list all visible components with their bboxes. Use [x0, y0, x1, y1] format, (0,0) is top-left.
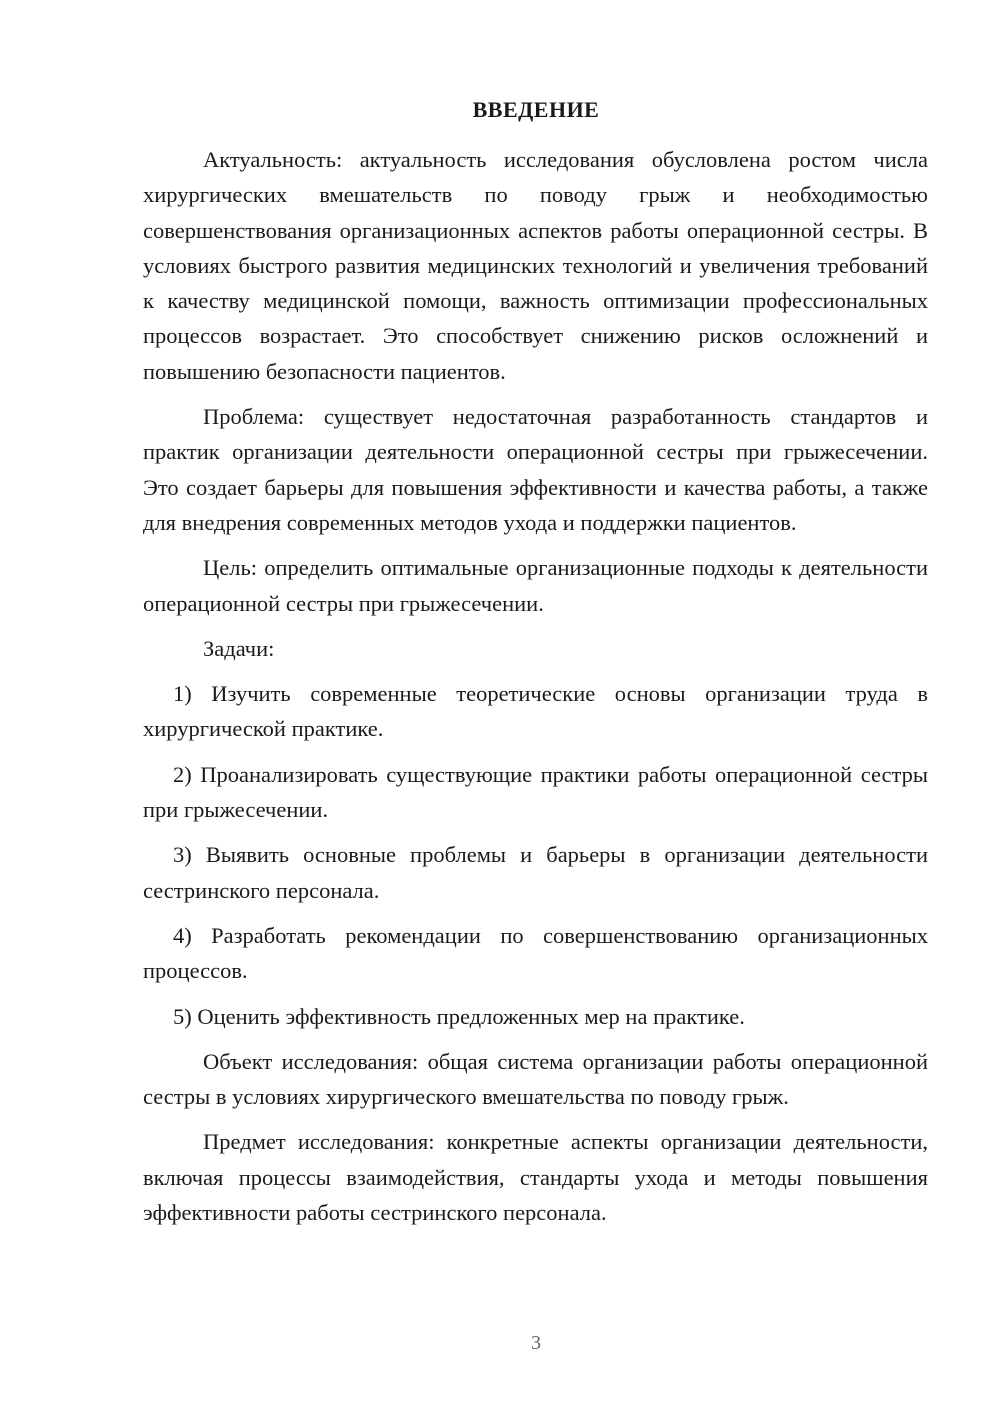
problem-paragraph: Проблема: существует недостаточная разработанность стандартов и практик организации деятельности операционной сестры при грыжесечении. Это создает барьеры для повышения эффективности и качества работы, а также для внедрения современных методов ухода и поддержки пациентов.: [143, 404, 928, 535]
subject-paragraph: Предмет исследования: конкретные аспекты организации деятельности, включая процессы взаимодействия, стандарты ухода и методы повышения эффективности работы сестринского персонала.: [143, 1129, 928, 1226]
page-number: 3: [531, 1332, 541, 1354]
page-title: ВВЕДЕНИЕ: [472, 97, 600, 122]
relevance-paragraph: Актуальность: актуальность исследования обусловлена ростом числа хирургических вмешательств по поводу грыж и необходимостью совершенствования организационных аспектов работы операционной сестры. В условиях быстрого развития медицинских технологий и увеличения требований к качеству медицинской помощи, важность оптимизации профессиональных процессов возрастает. Это способствует снижению рисков осложнений и повышению безопасности пациентов.: [143, 147, 928, 384]
tasks-heading: Задачи:: [203, 635, 275, 661]
goal-paragraph: Цель: определить оптимальные организационные подходы к деятельности операционной сестры при грыжесечении.: [143, 555, 928, 616]
task-item: 3) Выявить основные проблемы и барьеры в организации деятельности сестринского персонала.: [143, 842, 928, 903]
task-item: 2) Проанализировать существующие практики работы операционной сестры при грыжесечении.: [143, 761, 928, 823]
task-item: 5) Оценить эффективность предложенных мер на практике.: [173, 1003, 745, 1029]
document-body: [143, 142, 928, 1240]
task-item: 4) Разработать рекомендации по совершенствованию организационных процессов.: [143, 922, 928, 984]
object-paragraph: Объект исследования: общая система организации работы операционной сестры в условиях хирургического вмешательства по поводу грыж.: [143, 1048, 928, 1110]
task-item: 1) Изучить современные теоретические основы организации труда в хирургической практике.: [143, 681, 928, 742]
